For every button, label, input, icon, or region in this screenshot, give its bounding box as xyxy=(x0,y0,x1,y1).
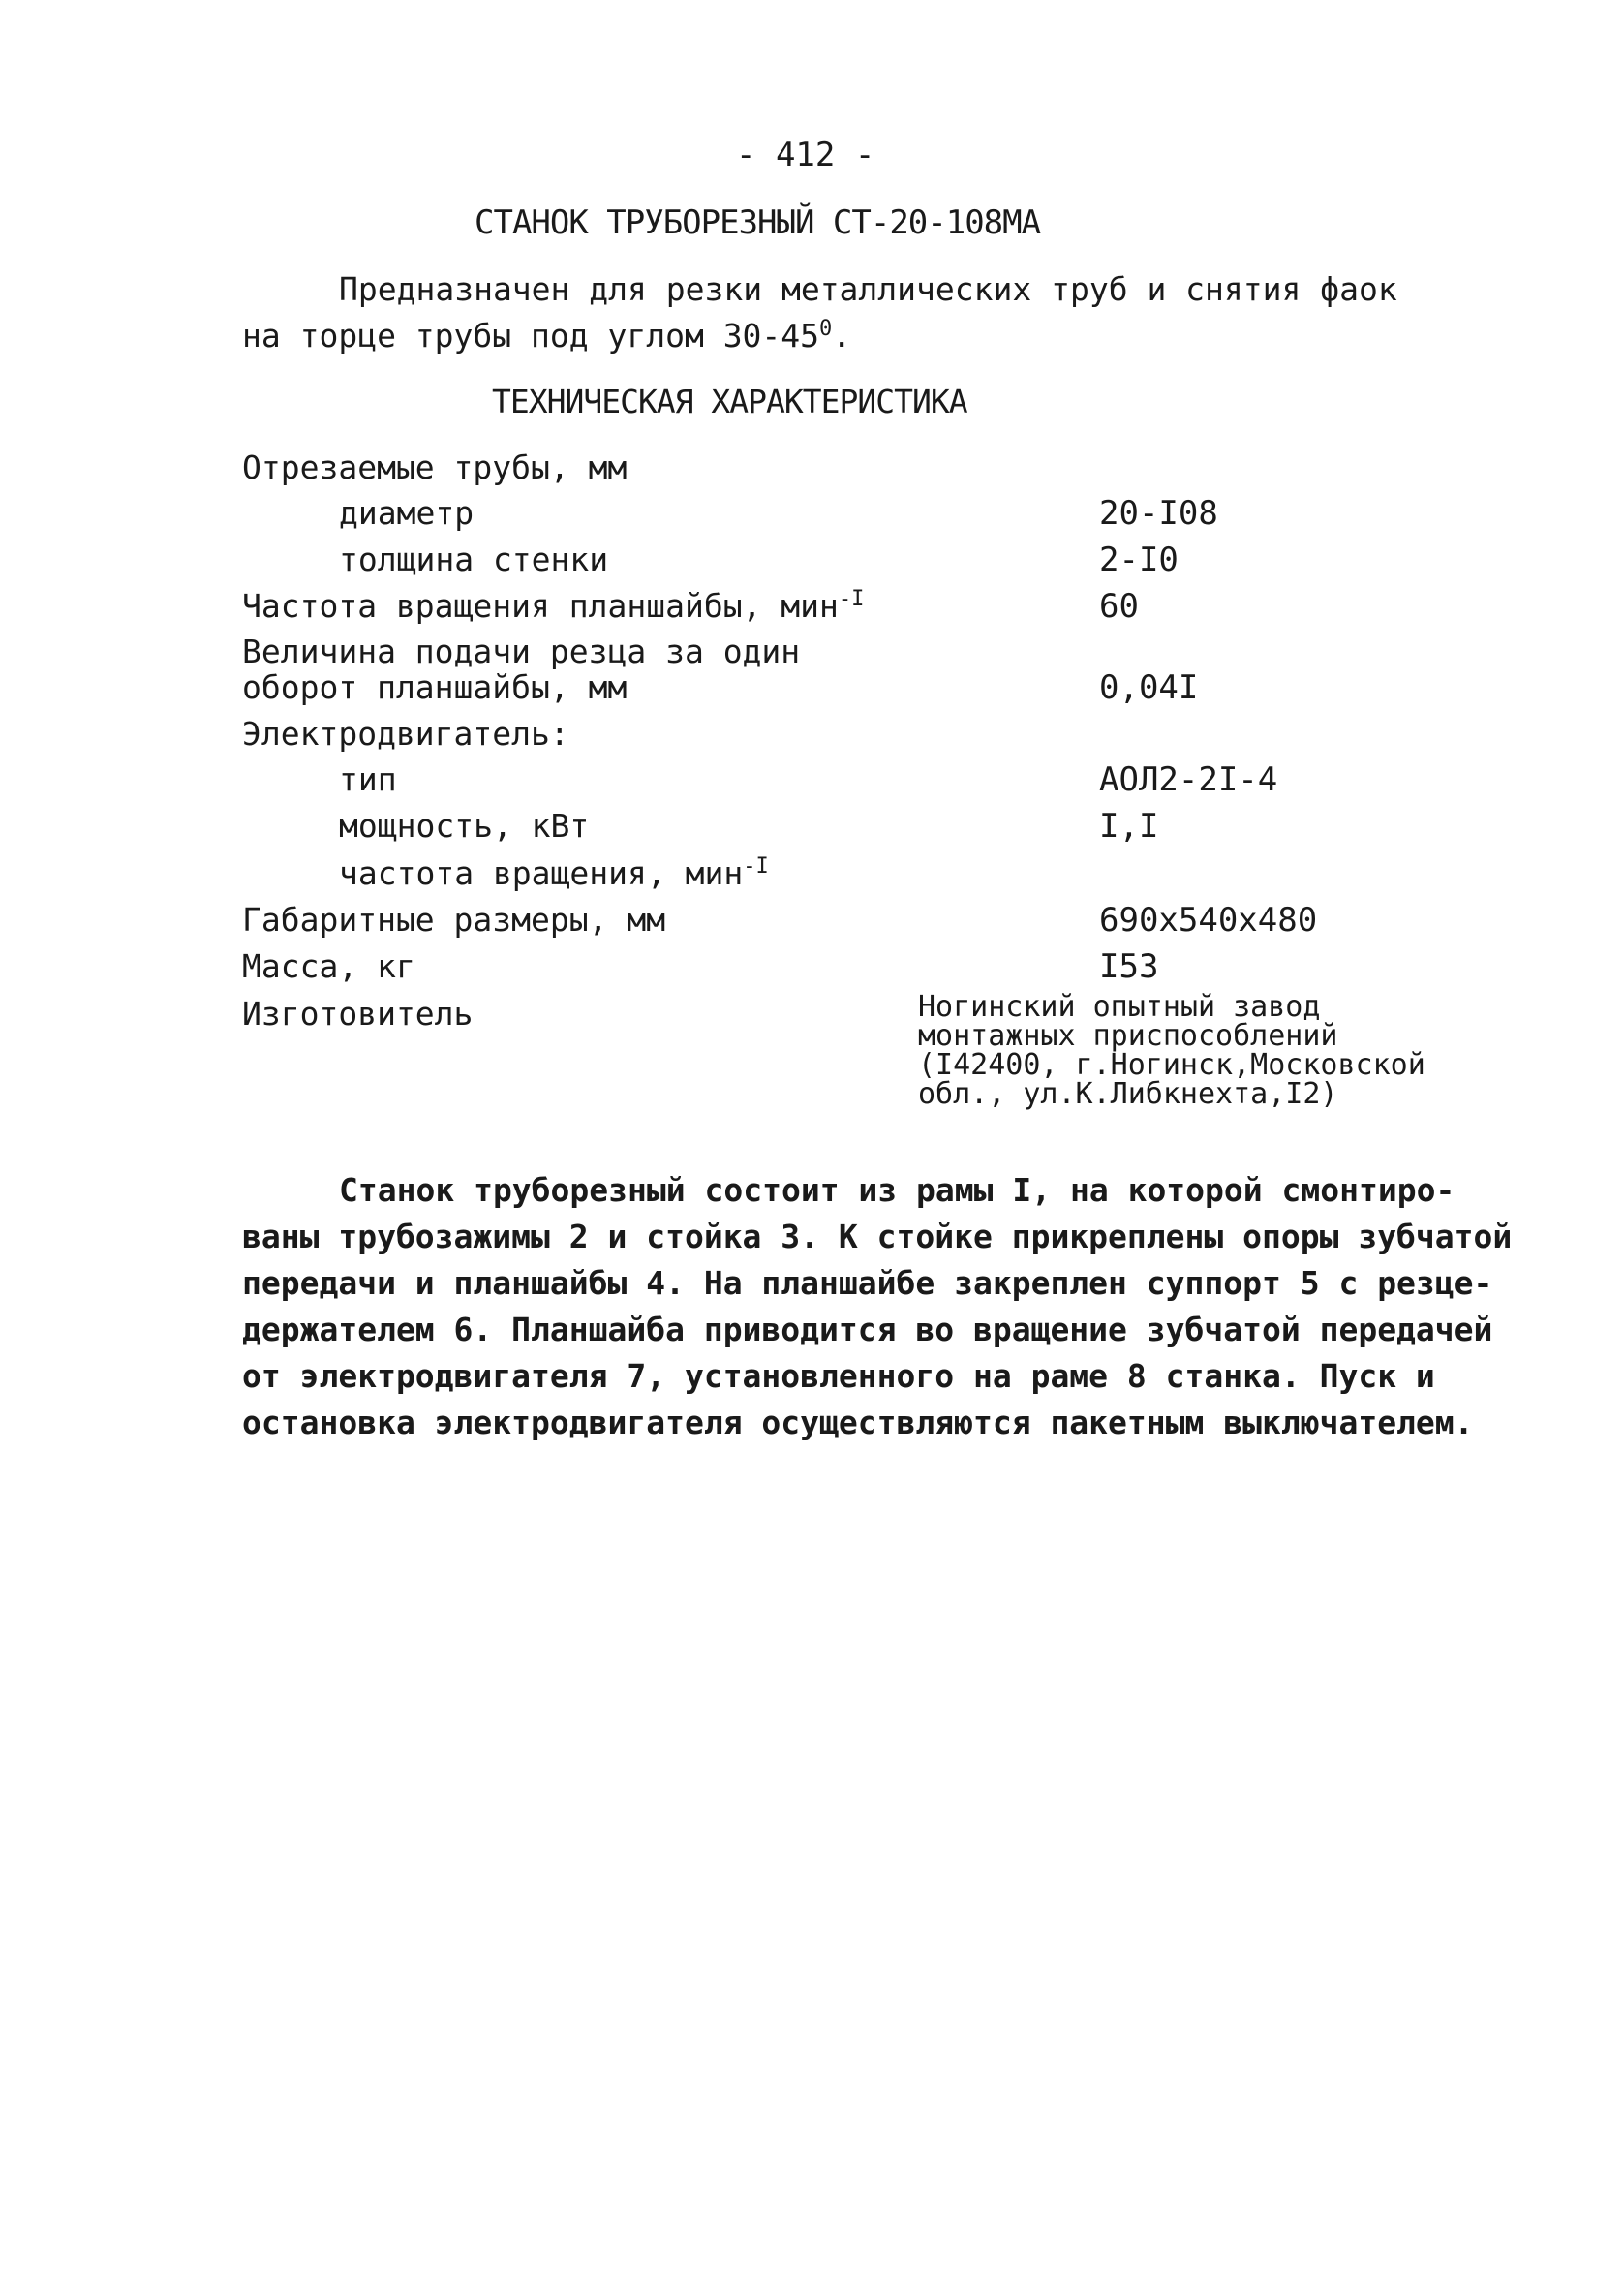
spec-diameter-label: диаметр xyxy=(339,494,475,532)
page-number: - 412 - xyxy=(736,136,875,174)
maker-line-1: Ногинский опытный завод xyxy=(918,990,1321,1024)
spec-motor-label: Электродвигатель: xyxy=(242,715,569,753)
degree-sup: 0 xyxy=(819,317,833,341)
spec-pipes-label: Отрезаемые трубы, мм xyxy=(242,448,628,486)
spec-feed-label-2: оборот планшайбы, мм xyxy=(242,668,628,706)
body-line-4: держателем 6. Планшайба приводится во вращение зубчатой передачей xyxy=(242,1311,1493,1348)
document-title: СТАНОК ТРУБОРЕЗНЫЙ СТ-20-108МА xyxy=(475,203,1041,242)
spec-maker-label: Изготовитель xyxy=(242,995,474,1033)
description-paragraph xyxy=(242,1167,1530,1446)
body-line-6: остановка электродвигателя осуществляются пакетным выключателем. xyxy=(242,1404,1474,1441)
body-line-1: Станок труборезный состоит из рамы I, на которой смонтиро- xyxy=(339,1171,1455,1209)
body-line-2: ваны трубозажимы 2 и стойка 3. К стойке прикреплены опоры зубчатой xyxy=(242,1218,1513,1255)
spec-dimensions-value: 690х540х480 xyxy=(1099,901,1318,940)
spec-dimensions-label: Габаритные размеры, мм xyxy=(242,901,666,939)
maker-line-2: монтажных приспособлений xyxy=(918,1019,1338,1053)
intro-line-1: Предназначен для резки металлических труб и снятия фаок xyxy=(339,270,1397,308)
spec-faceplate-speed-value: 60 xyxy=(1099,587,1139,626)
spec-wall-label: толщина стенки xyxy=(339,541,609,578)
spec-maker-value xyxy=(918,990,1577,1111)
spec-faceplate-speed-label: Частота вращения планшайбы, мин$^{-I}$ xyxy=(242,587,865,625)
maker-line-4: обл., ул.К.Либкнехта,I2) xyxy=(918,1077,1338,1111)
intro-paragraph xyxy=(242,266,1462,359)
body-line-3: передачи и планшайбы 4. На планшайбе закреплен суппорт 5 с резце- xyxy=(242,1264,1493,1302)
spec-wall-value: 2-I0 xyxy=(1099,541,1179,579)
spec-type-label: тип xyxy=(339,760,397,798)
body-line-5: от электродвигателя 7, установленного на раме 8 станка. Пуск и xyxy=(242,1357,1435,1395)
intro-line-2: на торце трубы под углом 30-45 xyxy=(242,317,820,355)
spec-power-value: I,I xyxy=(1099,807,1159,846)
spec-motor-speed-label: частота вращения, мин$^{-I}$ xyxy=(339,854,769,892)
spec-mass-label: Масса, кг xyxy=(242,947,415,985)
spec-feed-value: 0,04I xyxy=(1099,668,1199,707)
spec-mass-value: I53 xyxy=(1099,947,1159,986)
spec-feed-label-1: Величина подачи резца за один xyxy=(242,633,801,670)
section-subtitle: ТЕХНИЧЕСКАЯ ХАРАКТЕРИСТИКА xyxy=(492,383,967,420)
spec-power-label: мощность, кВт xyxy=(339,807,590,845)
spec-type-value: АОЛ2-2I-4 xyxy=(1099,760,1278,799)
spec-diameter-value: 20-I08 xyxy=(1099,494,1218,533)
maker-line-3: (I42400, г.Ногинск,Московской xyxy=(918,1048,1425,1082)
intro-line-2-end: . xyxy=(832,317,852,355)
